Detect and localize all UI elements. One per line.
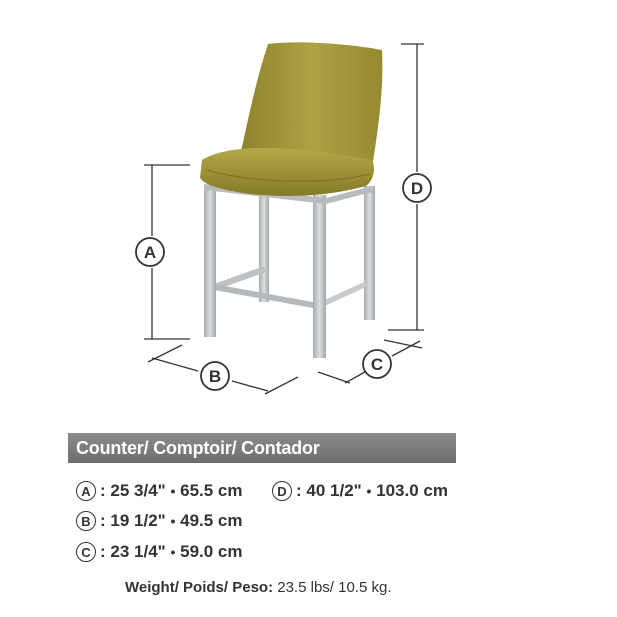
letter-b-icon: B — [76, 511, 96, 531]
spec-a-cm: 65.5 cm — [180, 481, 243, 500]
svg-text:D: D — [410, 179, 424, 198]
spec-d-cm: 103.0 cm — [376, 481, 448, 500]
letter-d-icon: D — [272, 481, 292, 501]
spec-c-inches: 23 1/4" — [110, 542, 166, 561]
spec-b: B : 19 1/2" • 49.5 cm — [76, 511, 243, 531]
weight-value: 23.5 lbs/ 10.5 kg. — [277, 579, 392, 596]
spec-d-inches: 40 1/2" — [306, 481, 362, 500]
marker-a — [136, 238, 164, 266]
spec-b-inches: 19 1/2" — [110, 511, 166, 530]
svg-text:A: A — [143, 243, 157, 262]
front-right-leg — [313, 195, 326, 358]
svg-text:C: C — [370, 355, 384, 374]
spec-c-cm: 59.0 cm — [180, 542, 243, 561]
letter-c-icon: C — [76, 542, 96, 562]
spec-b-cm: 49.5 cm — [180, 511, 243, 530]
marker-c — [363, 350, 391, 378]
stool-illustration — [200, 42, 382, 358]
category-banner: Counter/ Comptoir/ Contador — [68, 433, 456, 463]
letter-a-icon: A — [76, 481, 96, 501]
spec-a: A : 25 3/4" • 65.5 cm — [76, 481, 243, 501]
spec-d: D : 40 1/2" • 103.0 cm — [272, 481, 448, 501]
weight-line — [125, 579, 392, 596]
spec-a-inches: 25 3/4" — [110, 481, 166, 500]
marker-d — [403, 174, 431, 202]
weight-label: Weight/ Poids/ Peso: — [125, 579, 274, 596]
back-right-leg — [364, 186, 375, 320]
back-left-leg — [259, 192, 269, 302]
spec-c: C : 23 1/4" • 59.0 cm — [76, 542, 243, 562]
svg-text:B: B — [208, 367, 222, 386]
marker-b — [201, 362, 229, 390]
front-left-leg — [204, 187, 216, 337]
